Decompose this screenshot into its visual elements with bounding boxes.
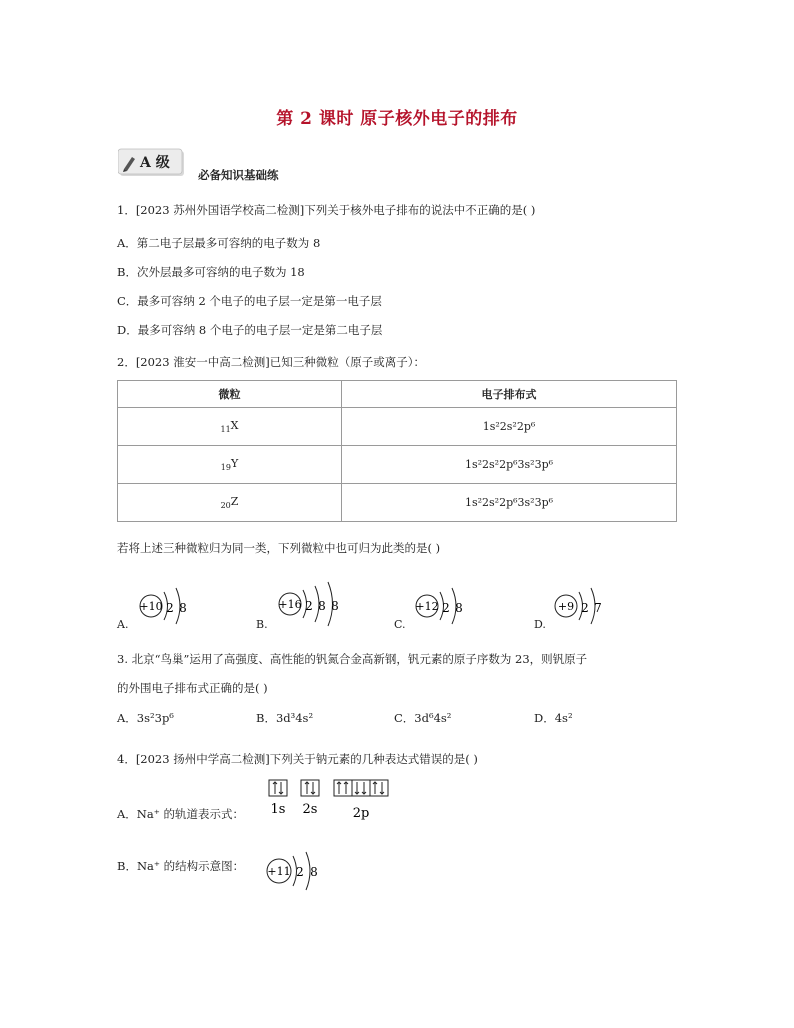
q3-option-a: A．3s²3p⁶ <box>117 711 174 725</box>
particle-cell: $_{19}$Y <box>118 446 342 484</box>
svg-text:2: 2 <box>581 601 589 615</box>
svg-text:8: 8 <box>179 601 187 615</box>
orbital-box-2p <box>334 780 388 796</box>
svg-text:+11: +11 <box>267 865 291 878</box>
table-header-row <box>118 381 677 408</box>
config-cell: 1s²2s²2p⁶ <box>342 408 677 446</box>
badge-graphic <box>118 148 186 178</box>
q3-stem-line1: 3. 北京“鸟巢”运用了高强度、高性能的钒氮合金高新钢，钒元素的原子序数为 23，则钒原子 <box>117 652 588 666</box>
q2-option-a-letter: A. <box>117 618 129 631</box>
svg-text:2: 2 <box>296 865 304 879</box>
svg-text:8: 8 <box>331 599 339 613</box>
table-row <box>118 484 677 522</box>
q1-option-a: A．第二电子层最多可容纳的电子数为 8 <box>117 236 321 250</box>
orbital-box-1s <box>269 780 287 796</box>
q2-option-c-letter: C. <box>394 618 406 631</box>
table-header-config: 电子排布式 <box>342 381 677 408</box>
q2-option-d-letter: D. <box>534 618 546 631</box>
svg-text:7: 7 <box>594 601 602 615</box>
q4-option-a-prefix: A．Na⁺ 的轨道表示式： <box>117 807 244 821</box>
q3-option-d: D．4s² <box>534 711 573 725</box>
q2-stem: 2．[2023 淮安一中高二检测]已知三种微粒（原子或离子）： <box>117 355 425 369</box>
q3-stem-line2: 的外围电子排布式正确的是( ) <box>117 681 268 695</box>
table-row <box>118 446 677 484</box>
svg-text:+9: +9 <box>557 600 575 613</box>
orbital-label-1s: 1s <box>270 802 286 817</box>
particle-table <box>117 380 677 522</box>
table-row <box>118 408 677 446</box>
orbital-box-2s <box>301 780 319 796</box>
svg-text:2: 2 <box>166 601 174 615</box>
level-badge <box>118 148 186 178</box>
q1-stem: 1．[2023 苏州外国语学校高二检测]下列关于核外电子排布的说法中不正确的是( ) <box>117 203 536 217</box>
q2-option-d-diagram <box>551 584 631 628</box>
q2-option-b-letter: B. <box>256 618 268 631</box>
svg-text:8: 8 <box>310 865 318 879</box>
svg-text:2: 2 <box>305 599 313 613</box>
section-label: 必备知识基础练 <box>198 168 279 182</box>
q1-option-c: C．最多可容纳 2 个电子的电子层一定是第一电子层 <box>117 294 382 308</box>
config-cell: 1s²2s²2p⁶3s²3p⁶ <box>342 484 677 522</box>
q4-option-b-prefix: B．Na⁺ 的结构示意图： <box>117 859 245 873</box>
q3-option-c: C．3d⁶4s² <box>394 711 452 725</box>
q3-option-b: B．3d³4s² <box>256 711 314 725</box>
svg-text:+12: +12 <box>415 600 439 613</box>
svg-text:8: 8 <box>318 599 326 613</box>
q2-option-a-diagram <box>136 584 216 628</box>
svg-text:2: 2 <box>442 601 450 615</box>
page-title: 第 2 课时 原子核外电子的排布 <box>276 109 518 129</box>
table-header-particle: 微粒 <box>118 381 342 408</box>
particle-cell: $_{11}$X <box>118 408 342 446</box>
q2-follow-up: 若将上述三种微粒归为同一类，下列微粒中也可归为此类的是( ) <box>117 541 441 555</box>
q1-option-b: B．次外层最多可容纳的电子数为 18 <box>117 265 305 279</box>
q2-option-c-diagram <box>412 584 492 628</box>
svg-text:8: 8 <box>455 601 463 615</box>
q2-option-b-diagram <box>275 580 365 628</box>
particle-cell: $_{20}$Z <box>118 484 342 522</box>
na-ion-structure-diagram <box>264 848 344 894</box>
svg-text:+10: +10 <box>139 600 163 613</box>
config-cell: 1s²2s²2p⁶3s²3p⁶ <box>342 446 677 484</box>
q1-option-d: D．最多可容纳 8 个电子的电子层一定是第二电子层 <box>117 323 383 337</box>
badge-text: A 级 <box>140 155 170 171</box>
svg-text:+16: +16 <box>278 598 302 611</box>
orbital-diagram <box>268 778 418 820</box>
orbital-label-2p: 2p <box>352 806 370 820</box>
orbital-label-2s: 2s <box>302 802 318 817</box>
q4-stem: 4．[2023 扬州中学高二检测]下列关于钠元素的几种表达式错误的是( ) <box>117 752 478 766</box>
